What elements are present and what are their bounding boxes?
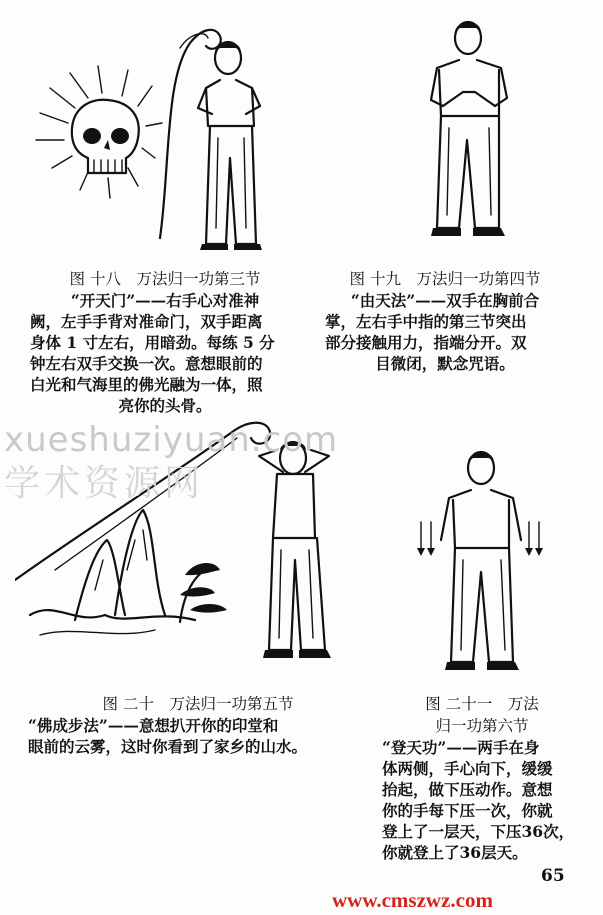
figure-21-line: 你的手每下压一次，你就	[382, 801, 553, 820]
figure-21-line: 你就登上了36层天。	[382, 843, 528, 862]
figure-19-line: 掌，左右手中指的第三节突出	[325, 312, 527, 331]
figure-20-line: “佛成步法”——意想扒开你的印堂和	[28, 716, 279, 735]
footer-url[interactable]: www.cmszwz.com	[332, 888, 493, 912]
figure-19-line: 目微闭，默念咒语。	[375, 354, 515, 373]
figure-18-illustration	[30, 8, 280, 258]
figure-19-line: “由天法”——双手在胸前合	[350, 291, 540, 310]
man-figure	[198, 42, 262, 250]
figure-19-title: 图 十九 万法归一功第四节	[349, 270, 541, 288]
figure-19-line: 部分接触用力，指端分开。双	[325, 333, 527, 352]
figure-18-line: 亮你的头骨。	[118, 396, 212, 415]
figure-21-title: 归一功第六节	[435, 717, 529, 735]
page-number: 65	[541, 866, 565, 886]
watermark-chinese: 学术资源网	[4, 463, 205, 504]
figure-19-illustration	[415, 10, 525, 250]
mountain-landscape	[30, 510, 227, 635]
figure-18-caption	[30, 268, 300, 416]
figure-21-line: 登上了一层天，下压36次，	[382, 822, 575, 841]
figure-21-line: 体两侧，手心向下，缓缓	[382, 759, 553, 778]
figure-18-line: 身体 1 寸左右，用暗劲。每练 5 分	[30, 333, 275, 352]
figure-21-line: 抬起，做下压动作。意想	[382, 780, 553, 799]
figure-18-line: “开天门”——右手心对准神	[70, 291, 260, 310]
figure-19-caption	[325, 268, 565, 374]
figure-18-line: 阙，左手手背对准命门，双手距离	[30, 312, 263, 331]
skull-drawing	[72, 100, 139, 173]
figure-18-line: 白光和气海里的佛光融为一体，照	[30, 375, 263, 394]
figure-20-title: 图 二十 万法归一功第五节	[102, 695, 294, 713]
down-arrow-icon	[417, 522, 435, 556]
figure-21-caption	[382, 693, 582, 863]
figure-20-line: 眼前的云雾，这时你看到了家乡的山水。	[28, 737, 308, 756]
figure-21-line: “登天功”——两手在身	[382, 738, 540, 757]
watermark-latin: xueshuziyuan.com	[4, 420, 339, 460]
down-arrow-icon	[525, 522, 543, 556]
figure-21-illustration	[405, 440, 555, 680]
figure-20-caption	[28, 693, 368, 757]
figure-18-line: 钟左右双手交换一次。意想眼前的	[30, 354, 263, 373]
man-figure	[259, 442, 331, 658]
figure-21-title: 图 二十一 万法	[425, 695, 539, 713]
figure-18-title: 图 十八 万法归一功第三节	[69, 270, 261, 288]
